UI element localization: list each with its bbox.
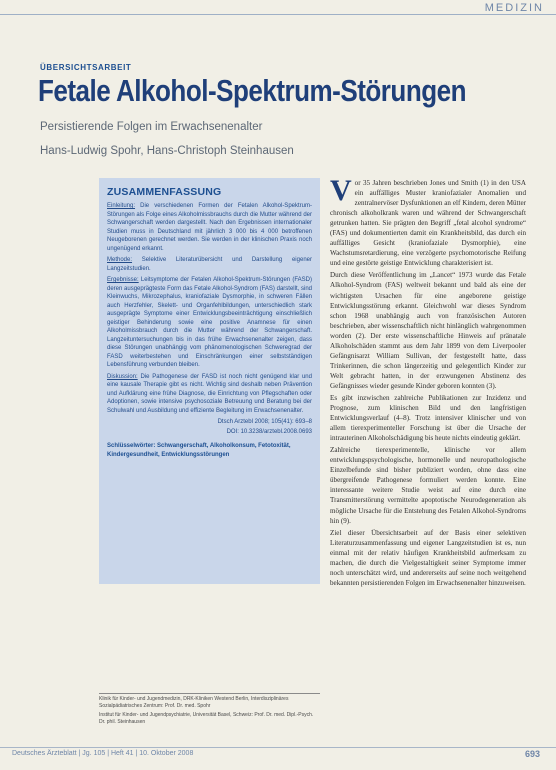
abstract-box (99, 178, 320, 584)
affiliation-2: Institut für Kinder- und Jugendpsychiatrie, Universität Basel, Schweiz: Prof. Dr. med. Dipl.-Psych. Dr. phil. Steinhausen (99, 712, 314, 725)
affiliations-footnote (99, 693, 320, 728)
abstract-results-text: Leitsymptome der Fetalen Alkohol-Spektrum-Störungen (FASD) deren ausgeprägteste Form das Fetale Alkohol-Syndrom (FAS) darstellt, sind Kleinwuchs, Mikrozephalus, kraniofaziale Dysmorphie, in schweren Fällen auch Herzfehler, Skelett- und Organfehlbildungen, unterschiedlich stark ausgeprägte Symptome einer Entwicklungsbeeinträchtigung einschließlich geistiger Behinderung sowie eine positive Anamnese für einen Alkoholmissbrauch durch die Mutter während der Schwangerschaft. Langzeituntersuchungen bis in das frühe Erwachsenenalter zeigen, dass diese Störungen unabhängig vom phänomenologischen Schweregrad der FASD weiterbestehen und Einschränkungen einer selbstständigen Lebensführung verbunden bleiben. (107, 277, 312, 368)
body-paragraph-5: Ziel dieser Übersichtsarbeit auf der Basis einer selektiven Literaturzusammenfassung und eigener Langzeitstudien ist es, nun einmal mit der relativ häufigen Krankheitsbild aufmerksam zu machen, die durch die Vielgestaltigkeit seiner Symptome immer noch unterschätzt wird, und andererseits auf seine noch weitgehend bekannten persistierenden Folgen im Erwachsenenalter hinzuweisen. (330, 528, 526, 587)
abstract-intro-text: Die verschiedenen Formen der Fetalen Alkohol-Spektrum-Störungen als Folge eines Alkoholmissbrauchs durch die Mutter während der Schwangerschaft werden dargestellt. Nach den Ergebnissen internationaler Studien muss in Deutschland mit jährlich 3 000 bis 4 000 betroffenen Neugeborenen gerechnet werden. Sie werden in der klinischen Praxis noch ungenügend erkannt. (107, 203, 312, 252)
abstract-citation-doi[interactable]: DOI: 10.3238/arztebl.2008.0693 (226, 429, 312, 435)
journal-footer: Deutsches Ärzteblatt | Jg. 105 | Heft 41 | 10. Oktober 2008 (12, 750, 194, 757)
body-column (330, 174, 526, 590)
abstract-keywords-text: Schwangerschaft, Alkoholkonsum, Fetotoxität, Kindergesundheit, Entwicklungsstörungen (107, 443, 291, 458)
body-paragraph-1 (330, 174, 526, 268)
abstract-results-label: Ergebnisse: (107, 277, 139, 283)
article-title: Fetale Alkohol-Spektrum-Störungen (38, 73, 467, 108)
abstract-discussion (107, 373, 312, 416)
abstract-intro (107, 202, 312, 253)
dropcap: V (330, 174, 352, 207)
abstract-discussion-text: Die Pathogenese der FASD ist noch nicht genügend klar und eine kausale Therapie gibt es nicht. Wichtig sind deshalb neben Prävention und Aufklärung eine frühe Diagnose, die Einrichtung von Pflegschaften oder Adoptionen, sowie intensive psychosoziale Betreuung und Beratung bei der Schulwahl und Ausbildung und effiziente Begleitung im Erwachsenenalter. (107, 373, 312, 414)
abstract-heading: ZUSAMMENFASSUNG (107, 186, 222, 198)
abstract-discussion-label: Diskussion: (107, 373, 138, 380)
abstract-keywords-label: Schlüsselwörter: (107, 443, 156, 449)
body-paragraph-4: Zahlreiche tierexperimentelle, klinische vor allem entwicklungspsychologische, hormonelle und neuropathologische Einzelbefunde sind bisher publiziert worden, ohne dass eine übergreifende Pathogenese formuliert werden konnte. Eine interessante weitere Studie weist auf eine durch eine Transmitterstörung vermittelte apoptotische Neurodegeneration als mögliche Ursache für die Entstehung des Fetalen Alkohol-Syndroms hin (9). (330, 446, 526, 525)
body-paragraph-2: Durch diese Veröffentlichung im „Lancet“ 1973 wurde das Fetale Alkohol-Syndrom (FAS) weltweit bekannt und bald als eine der wichtigsten Ursachen für eine angeborene geistige Entwicklungsstörung erkannt. Gleichwohl war dieses Syndrom schon 1968 unabhängig auch von französischen Autoren beschrieben, aber wissenschaftlich nicht hinlänglich wahrgenommen worden (2). Der erste wissenschaftliche Hinweis auf pränatale Alkoholschäden stammt aus dem Jahr 1899 von dem Liverpooler Gefängnisarzt William Sullivan, der festgestellt hatte, dass Trinkerinnen, die schon längerzeitig und gelegentlich Kinder zur Welt gebracht hatten, in der erzwungenen Abstinenz des Gefängnisses wieder gesunde Kinder geboren konnten (3). (330, 271, 526, 390)
body-paragraph-1-text: or 35 Jahren beschrieben Jones und Smith (1) in den USA ein auffälliges Muster kraniofazialer Anomalien und zentralnervöser Dysfunktionen an elf Kindern, deren Mütter chronisch alkoholkrank waren und während der Schwangerschaft getrunken hatten. Sie prägten den Begriff „fetal alcohol syndrome“ (FAS) und dokumentierten damit ein Krankheitsbild, das durch ein auffälliges Gesicht (kraniofaziale Dysmorphie), eine Wachstumsretardierung, eine verzögerte psychomotorische Reifung und eine gestörte geistige Entwicklung charakterisiert ist. (330, 179, 526, 268)
abstract-methods (107, 256, 312, 273)
abstract-intro-label: Einleitung: (107, 203, 136, 209)
section-tag: MEDIZIN (484, 2, 544, 14)
abstract-keywords (107, 442, 312, 459)
page-number: 693 (524, 749, 540, 759)
article-kicker: ÜBERSICHTSARBEIT (40, 63, 132, 72)
bottom-rule (0, 747, 556, 748)
affiliation-1: Klinik für Kinder- und Jugendmedizin, DRK-Kliniken Westend Berlin, Interdisziplinäres Sozialpädiatrisches Zentrum: Prof. Dr. med. Spohr (99, 696, 289, 709)
abstract-methods-label: Methode: (107, 257, 133, 263)
abstract-results (107, 276, 312, 370)
article-authors: Hans-Ludwig Spohr, Hans-Christoph Steinhausen (40, 145, 294, 157)
top-rule (0, 14, 556, 15)
abstract-methods-text: Selektive Literaturübersicht und Darstellung eigener Langzeitstudien. (107, 257, 312, 272)
abstract-citation-line1: Dtsch Arztebl 2008; 105(41): 693–8 (217, 419, 312, 425)
article-subtitle: Persistierende Folgen im Erwachsenenalter (40, 121, 263, 133)
body-paragraph-3: Es gibt inzwischen zahlreiche Publikationen zur Inzidenz und Prognose, zum klinischen Bild und den langfristigen Entwicklungsverlauf (4–8). Trotz intensiver klinischer und von allem tierexperimenteller Forschung ist über die Ursache der intrauterinen Alkoholschädigung bis heute nichts eindeutig geklärt. (330, 393, 526, 443)
